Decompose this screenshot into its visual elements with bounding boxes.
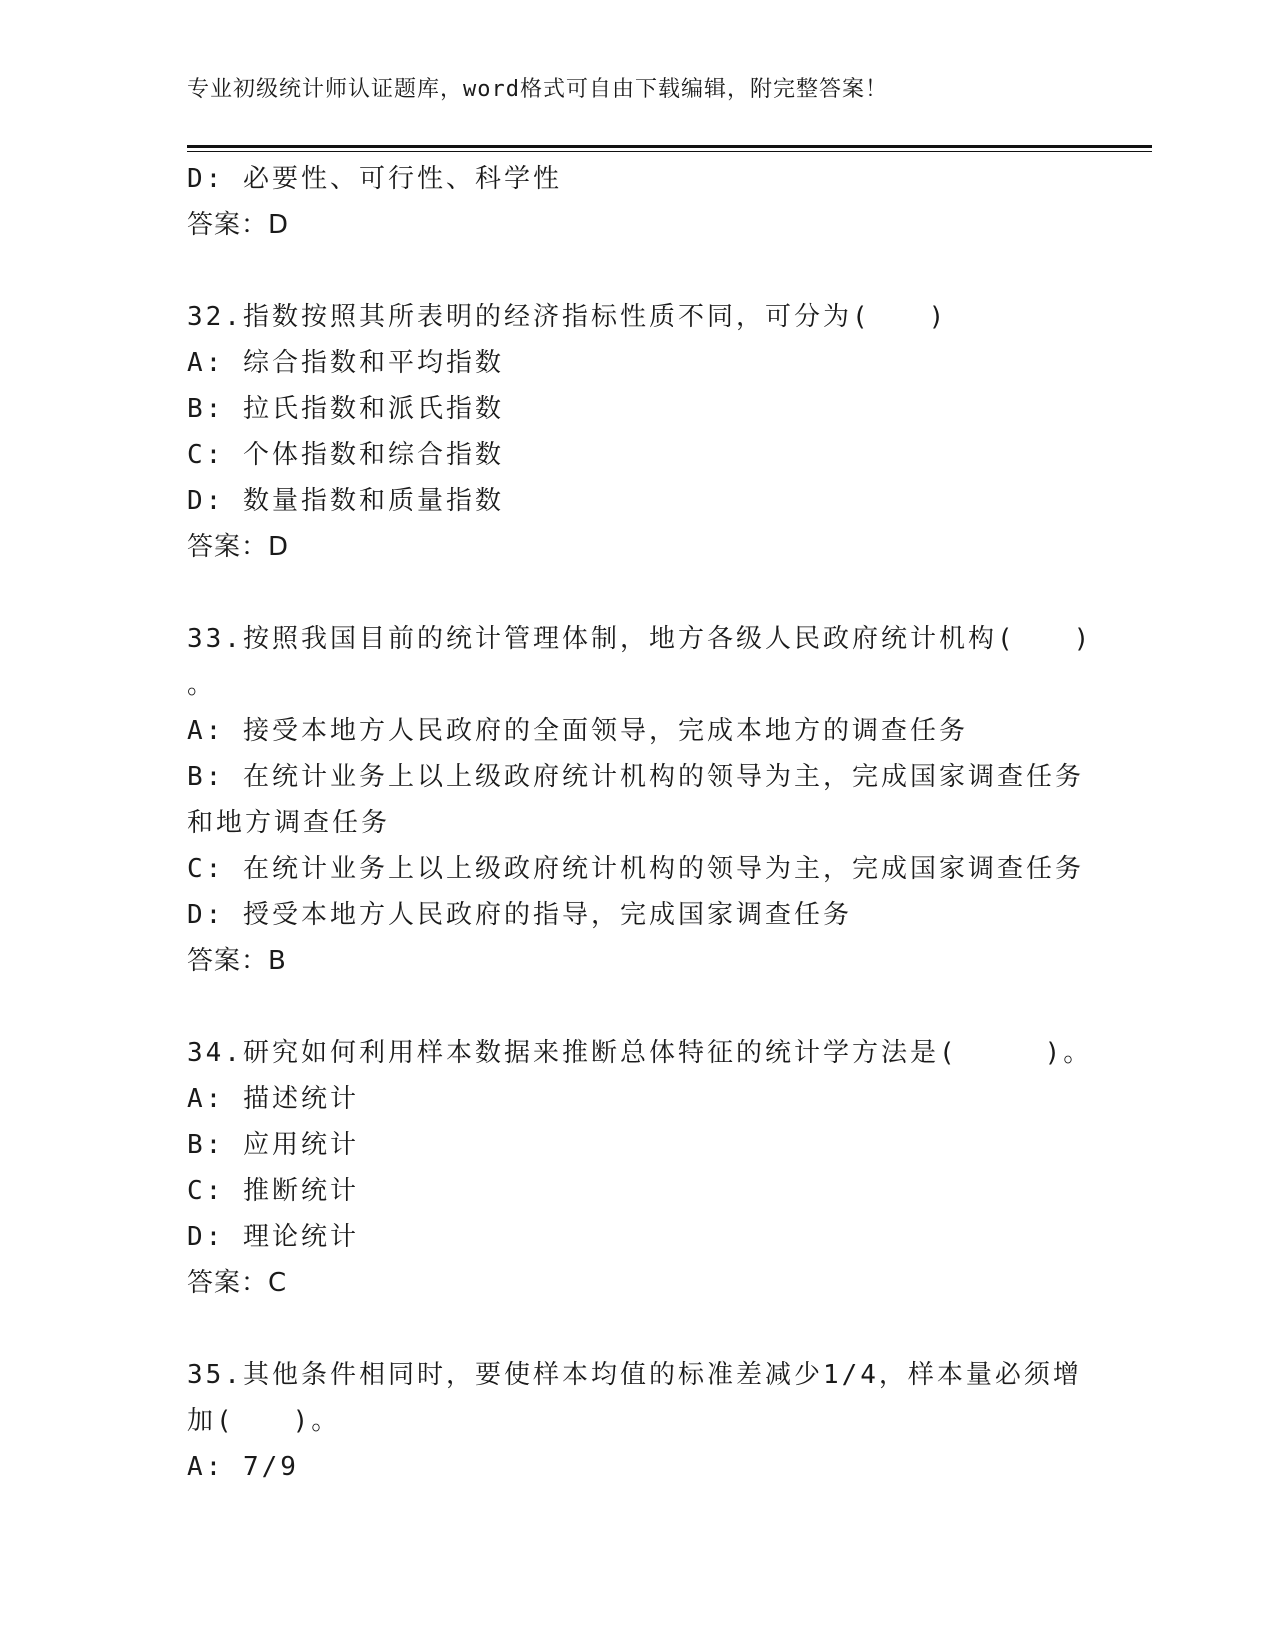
- question-stem: 34.研究如何利用样本数据来推断总体特征的统计学方法是( )。: [187, 1038, 1093, 1068]
- question-33: [187, 616, 1093, 984]
- question-34: [187, 1030, 1093, 1306]
- answer-line: 答案：D: [187, 532, 290, 562]
- option-b: B: 在统计业务上以上级政府统计机构的领导为主，完成国家调查任务: [187, 762, 1084, 792]
- header-divider-thick: [187, 145, 1152, 148]
- spacer: [187, 248, 1087, 294]
- header-divider-thin: [187, 151, 1152, 152]
- answer-line: 答案：C: [187, 1268, 288, 1298]
- option-d: D: 数量指数和质量指数: [187, 486, 504, 516]
- option-a: A: 7/9: [187, 1452, 299, 1482]
- option-c: C: 在统计业务上以上级政府统计机构的领导为主，完成国家调查任务: [187, 854, 1084, 884]
- spacer: [187, 570, 1087, 616]
- question-35: [187, 1352, 1087, 1490]
- question-32: [187, 294, 1087, 570]
- option-b: B: 应用统计: [187, 1130, 359, 1160]
- spacer: [187, 1306, 1087, 1352]
- page-header: 专业初级统计师认证题库，word格式可自由下载编辑，附完整答案！: [187, 77, 888, 102]
- question-stem-continued: 加( )。: [187, 1406, 341, 1436]
- option-c: C: 推断统计: [187, 1176, 359, 1206]
- option-a: A: 接受本地方人民政府的全面领导，完成本地方的调查任务: [187, 716, 968, 746]
- option-d: D: 授受本地方人民政府的指导，完成国家调查任务: [187, 900, 852, 930]
- option-b-continued: 和地方调查任务: [187, 808, 391, 838]
- partial-question-31: [187, 156, 1087, 248]
- question-stem: 32.指数按照其所表明的经济指标性质不同，可分为( ): [187, 302, 948, 332]
- question-stem: 33.按照我国目前的统计管理体制，地方各级人民政府统计机构( ): [187, 624, 1093, 654]
- answer-line: 答案：B: [187, 946, 287, 976]
- question-list: [187, 156, 1093, 1490]
- spacer: [187, 984, 1087, 1030]
- question-stem: 35.其他条件相同时，要使样本均值的标准差减少1/4，样本量必须增: [187, 1360, 1082, 1390]
- option-a: A: 描述统计: [187, 1084, 359, 1114]
- option-c: C: 个体指数和综合指数: [187, 440, 504, 470]
- option-a: A: 综合指数和平均指数: [187, 348, 504, 378]
- option-d: D: 必要性、可行性、科学性: [187, 164, 562, 194]
- option-b: B: 拉氏指数和派氏指数: [187, 394, 504, 424]
- answer-line: 答案：D: [187, 210, 290, 240]
- question-stem-continued: 。: [187, 670, 217, 700]
- option-d: D: 理论统计: [187, 1222, 359, 1252]
